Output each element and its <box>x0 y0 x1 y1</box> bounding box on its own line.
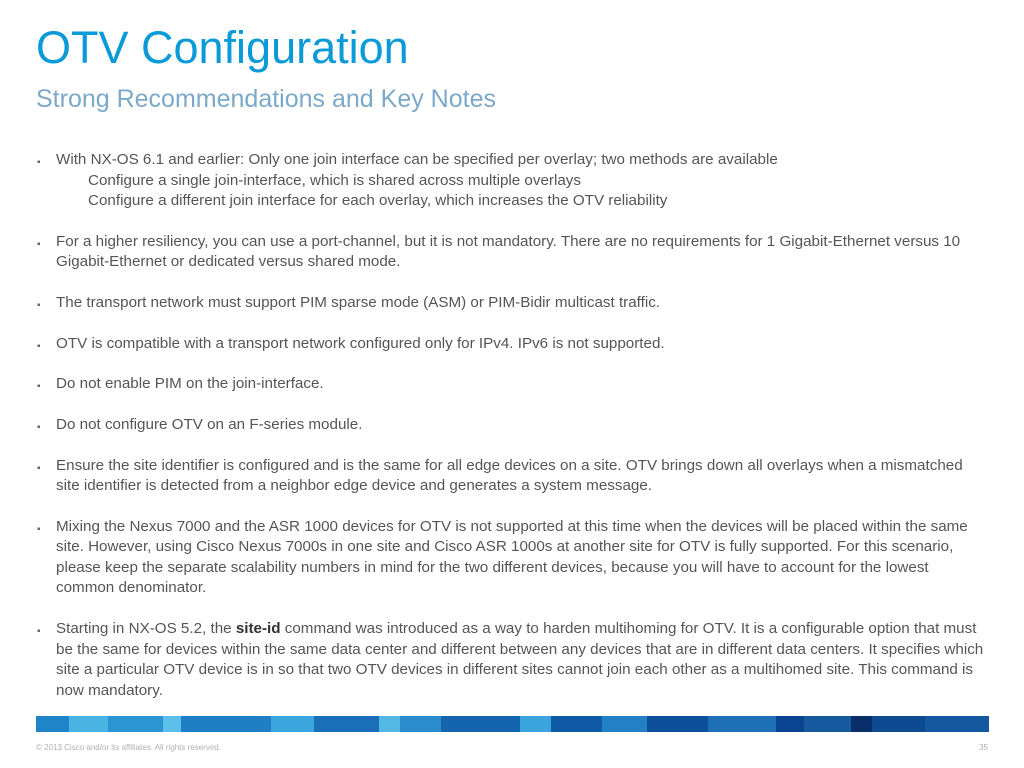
bullet-marker: ▪ <box>37 462 41 474</box>
bullet-text: With NX-OS 6.1 and earlier: Only one join interface can be specified per overlay; two methods are available <box>56 151 778 168</box>
bullet-marker: ▪ <box>37 626 41 637</box>
band-segment <box>708 716 775 732</box>
bullet-item <box>36 293 986 314</box>
band-segment <box>379 716 399 732</box>
band-segment <box>602 716 647 732</box>
bullet-marker: ▪ <box>37 421 41 433</box>
band-segment <box>108 716 163 732</box>
bullet-text: OTV is compatible with a transport network configured only for IPv4. IPv6 is not supported. <box>56 334 665 352</box>
band-segment <box>36 716 69 732</box>
bullet-item <box>36 517 986 599</box>
band-segment <box>520 716 551 732</box>
band-segment <box>69 716 108 732</box>
bullet-marker: ▪ <box>37 157 41 168</box>
sub-bullet-text: Configure a single join-interface, which is shared across multiple overlays <box>88 171 581 189</box>
bullet-item <box>36 456 986 497</box>
bullet-list <box>36 150 986 701</box>
bullet-text: Ensure the site identifier is configured and is the same for all edge devices on a site. OTV brings down all overlays when a mismatched site identifier is detected from a neighbor edge device and generates a system message. <box>56 456 963 495</box>
bullet-item <box>36 619 986 701</box>
bullet-marker: ▪ <box>37 381 41 393</box>
bullet-item <box>36 415 986 436</box>
bullet-text: For a higher resiliency, you can use a port-channel, but it is not mandatory. There are no requirements for 1 Gigabit-Ethernet versus 10 Gigabit-Ethernet or dedicated versus shared mode. <box>56 232 961 271</box>
bullet-text: Do not enable PIM on the join-interface. <box>56 375 324 393</box>
page-number: 35 <box>979 743 988 752</box>
bullet-item <box>36 232 986 273</box>
bullet-text-after: command was introduced as a way to harden multihoming for OTV. It is a configurable option that must be the same for devices within the same data center and different between any devices that are in different data centers. It specifies which site a particular OTV device is in so that two OTV devices in different sites cannot join each other as a multihomed site. This command is now mandatory. <box>56 620 984 699</box>
band-segment <box>314 716 379 732</box>
band-segment <box>872 716 925 732</box>
bullet-marker: ▪ <box>37 523 41 535</box>
band-segment <box>441 716 521 732</box>
bullet-text: Mixing the Nexus 7000 and the ASR 1000 devices for OTV is not supported at this time when the devices will be placed within the same site. However, using Cisco Nexus 7000s in one site and Cisco ASR 1000s at another site for OTV is fully supported. For this scenario, please keep the separate scalability numbers in mind for the two different devices, because you will have to account for the lowest common denominator. <box>56 517 968 597</box>
band-segment <box>647 716 708 732</box>
bullet-marker: ▪ <box>37 238 41 250</box>
decorative-color-band <box>36 716 989 732</box>
copyright-notice: © 2013 Cisco and/or its affiliates. All rights reserved. <box>36 743 221 752</box>
sub-bullet-text: Configure a different join interface for each overlay, which increases the OTV reliability <box>88 192 668 209</box>
band-segment <box>776 716 805 732</box>
band-segment <box>551 716 602 732</box>
band-segment <box>804 716 851 732</box>
bullet-text-before: Starting in NX-OS 5.2, the <box>56 620 236 637</box>
bullet-item <box>36 150 986 212</box>
band-segment <box>925 716 989 732</box>
band-segment <box>400 716 441 732</box>
bullet-text: The transport network must support PIM sparse mode (ASM) or PIM-Bidir multicast traffic. <box>56 293 661 311</box>
band-segment <box>271 716 314 732</box>
bullet-item <box>36 374 986 395</box>
band-segment <box>851 716 871 732</box>
band-segment <box>181 716 271 732</box>
bullet-marker: ▪ <box>37 340 41 352</box>
band-segment <box>163 716 181 732</box>
bullet-text: Do not configure OTV on an F-series module. <box>56 415 363 433</box>
bullet-item <box>36 334 986 355</box>
bullet-marker: ▪ <box>37 299 41 311</box>
site-id-command: site-id <box>235 620 281 637</box>
slide-title: OTV Configuration <box>36 22 409 73</box>
slide-subtitle: Strong Recommendations and Key Notes <box>36 85 496 113</box>
